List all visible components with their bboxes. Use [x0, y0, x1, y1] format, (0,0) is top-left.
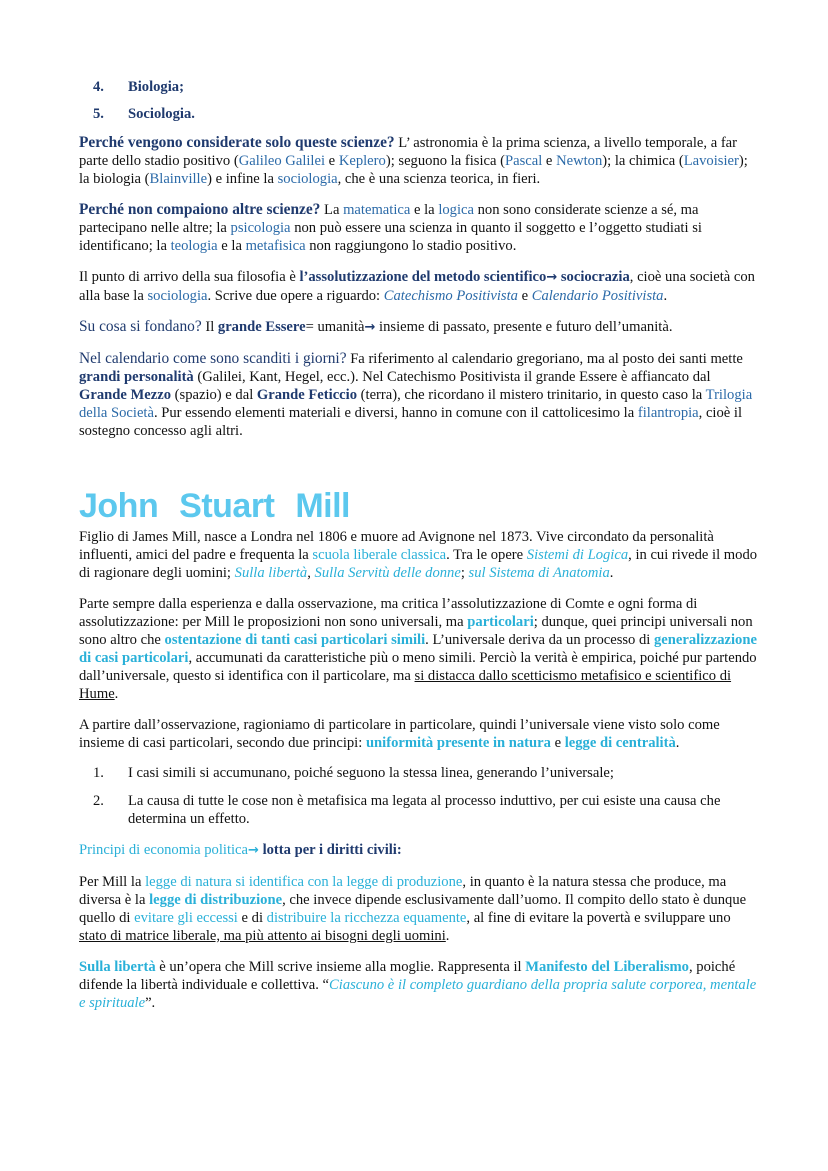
- bold-term: Grande Mezzo: [79, 387, 171, 403]
- text: e la: [410, 202, 439, 218]
- paragraph-experience: [79, 595, 759, 703]
- paragraph-calendar: [79, 350, 759, 440]
- list-number: 5.: [93, 106, 104, 122]
- question-heading: Nel calendario come sono scanditi i giorni?: [79, 350, 347, 367]
- keyword: sociologia: [277, 171, 338, 187]
- list-item: [79, 792, 759, 828]
- list-item: [79, 764, 759, 782]
- bold-term: legge di distribuzione: [149, 892, 283, 908]
- bold-term: l’assolutizzazione del metodo scientifico: [299, 269, 547, 285]
- underlined-text: stato di matrice liberale, ma più attento ai bisogni degli uomini: [79, 928, 446, 944]
- question-heading: Perché non compaiono altre scienze?: [79, 201, 321, 218]
- text: .: [445, 928, 450, 944]
- keyword: distribuire la ricchezza equamente: [266, 910, 467, 926]
- bold-term: lotta per i diritti civili:: [258, 842, 402, 858]
- text: ; dunque, quei principi universali non sono altro che: [79, 614, 753, 648]
- bold-term: ostentazione di tanti casi particolari simili: [164, 632, 426, 648]
- list-text: I casi simili si accumunano, poiché seguono la stessa linea, generando l’universale;: [128, 765, 614, 781]
- text: . Scrive due opere a riguardo:: [207, 288, 384, 304]
- list-item: [79, 105, 759, 123]
- list-number: 1.: [93, 765, 104, 781]
- paragraph-political-economy: [79, 841, 759, 860]
- paragraph-laws: [79, 873, 759, 945]
- text: ,: [307, 565, 315, 581]
- keyword: matematica: [343, 202, 411, 218]
- text: ”.: [145, 995, 156, 1011]
- text: ); seguono la fisica (: [385, 153, 505, 169]
- list-number: 4.: [93, 79, 104, 95]
- text: .: [675, 735, 680, 751]
- text: e di: [237, 910, 267, 926]
- work-title: Calendario Positivista: [531, 288, 664, 304]
- arrow-icon: →: [546, 270, 558, 285]
- text: non sono considerate scienze a sé, ma partecipano nelle altre; la: [79, 202, 699, 236]
- arrow-icon: →: [364, 320, 376, 335]
- keyword: Galileo Galilei: [238, 153, 326, 169]
- bold-term: uniformità presente in natura: [365, 735, 551, 751]
- paragraph-why-these-sciences: [79, 134, 759, 188]
- question-heading: Su cosa si fondano?: [79, 318, 202, 335]
- keyword: psicologia: [230, 220, 291, 236]
- text: Figlio di James Mill, nasce a Londra nel 1806 e muore ad Avignone nel 1873. Vive circondato da personalità influenti, amici del padre e frequenta la: [79, 529, 714, 563]
- keyword: sociologia: [147, 288, 208, 304]
- numbered-list-principles: [79, 764, 759, 828]
- text: è un’opera che Mill scrive insieme alla moglie. Rappresenta il: [155, 959, 526, 975]
- text: ); la biologia (: [79, 153, 748, 187]
- text: , cioè il sostegno concesso agli altri.: [79, 405, 743, 439]
- text: Il punto di arrivo della sua filosofia è: [79, 269, 300, 285]
- keyword: Blainville: [149, 171, 208, 187]
- text: ); la chimica (: [602, 153, 684, 169]
- text: .: [663, 288, 668, 304]
- work-title: Sulla libertà: [234, 565, 308, 581]
- paragraph-observation: [79, 716, 759, 752]
- text: . L’universale deriva da un processo di: [425, 632, 654, 648]
- text: A partire dall’osservazione, ragioniamo di particolare in particolare, quindi l’universale viene visto solo come insieme di casi particolari, secondo due principi:: [79, 717, 720, 751]
- text: insieme di passato, presente e futuro dell’umanità.: [375, 319, 673, 335]
- list-text: Biologia;: [128, 79, 184, 95]
- section-heading: John Stuart Mill: [79, 487, 350, 525]
- text: ) e infine la: [207, 171, 278, 187]
- text: , che invece dipende esclusivamente dall’uomo. Il compito dello stato è dunque quello di: [79, 892, 747, 926]
- numbered-list-sciences: [79, 78, 759, 123]
- list-number: 2.: [93, 793, 104, 809]
- work-title: Sistemi di Logica: [526, 547, 629, 563]
- list-item: [79, 78, 759, 96]
- keyword: Principi di economia politica: [79, 842, 249, 858]
- text: , al fine di evitare la povertà e sviluppare uno: [466, 910, 731, 926]
- paragraph-arrival-point: [79, 268, 759, 305]
- text: L’ astronomia è la prima scienza, a livello temporale, a far parte dello stadio positivo (: [79, 135, 738, 169]
- text: La: [320, 202, 344, 218]
- paragraph-other-sciences: [79, 201, 759, 255]
- keyword: Trilogia della Società: [79, 387, 753, 421]
- text: . Pur essendo elementi materiali e diversi, hanno in comune con il cattolicesimo la: [153, 405, 638, 421]
- text: e: [550, 735, 565, 751]
- text: (spazio) e dal: [171, 387, 257, 403]
- keyword: scuola liberale classica: [312, 547, 447, 563]
- bold-term: grande Essere: [217, 319, 306, 335]
- list-text: Sociologia.: [128, 106, 195, 122]
- text: , in quanto è la natura stessa che produce, ma diversa è la: [79, 874, 727, 908]
- paragraph-foundations: [79, 318, 759, 337]
- bold-term: legge di centralità: [564, 735, 676, 751]
- question-heading: Perché vengono considerate solo queste scienze?: [79, 134, 395, 151]
- bold-term: Sulla libertà: [79, 959, 156, 975]
- text: ;: [460, 565, 469, 581]
- text: .: [609, 565, 614, 581]
- bold-term: grandi personalità: [79, 369, 194, 385]
- bold-term: Manifesto del Liberalismo: [525, 959, 689, 975]
- keyword: legge di natura si identifica con la legge di produzione: [145, 874, 463, 890]
- text: e: [542, 153, 557, 169]
- text: . Tra le opere: [446, 547, 527, 563]
- text: = umanità: [305, 319, 365, 335]
- bold-term: generalizzazione di casi particolari: [79, 632, 757, 666]
- bold-term: particolari: [467, 614, 534, 630]
- keyword: evitare gli eccessi: [134, 910, 238, 926]
- text: non può essere una scienza in quanto il soggetto e l’oggetto studiati si identificano; la: [79, 220, 702, 254]
- text: e: [517, 288, 532, 304]
- text: Parte sempre dalla esperienza e dalla osservazione, ma critica l’assolutizzazione di Comte e ogni forma di assolutizzazione: per Mill le proposizioni non sono universali, ma: [79, 596, 698, 630]
- list-text: La causa di tutte le cose non è metafisica ma legata al processo induttivo, per cui esiste una causa che determina un effetto.: [128, 793, 721, 827]
- text: Per Mill la: [79, 874, 146, 890]
- keyword: filantropia: [637, 405, 699, 421]
- bold-term: sociocrazia: [557, 269, 630, 285]
- text: , accumunati da caratteristiche più o meno simili. Perciò la verità è empirica, poiché pur partendo dall’universale, questo si identifica con il particolare, ma: [79, 650, 757, 684]
- text: (terra), che ricordano il mistero trinitario, in questo caso la: [357, 387, 706, 403]
- keyword: logica: [438, 202, 474, 218]
- text: .: [114, 686, 119, 702]
- text: e: [325, 153, 339, 169]
- bold-term: Grande Feticcio: [256, 387, 358, 403]
- arrow-icon: →: [248, 843, 259, 858]
- text: e la: [217, 238, 246, 254]
- keyword: metafisica: [245, 238, 306, 254]
- text: , in cui rivede il modo di ragionare degli uomini;: [79, 547, 758, 581]
- underlined-text: si distacca dallo scetticismo metafisico e scientifico di Hume: [79, 668, 732, 702]
- work-title: sul Sistema di Anatomia: [468, 565, 610, 581]
- keyword: Pascal: [504, 153, 543, 169]
- document-page: [79, 78, 759, 1025]
- text: non raggiungono lo stadio positivo.: [305, 238, 517, 254]
- keyword: Newton: [556, 153, 603, 169]
- text: , cioè una società con alla base la: [79, 269, 755, 304]
- keyword: Lavoisier: [683, 153, 739, 169]
- paragraph-on-liberty: [79, 958, 759, 1012]
- keyword: Keplero: [338, 153, 386, 169]
- text: , poiché difende la libertà individuale e collettiva. “: [79, 959, 736, 993]
- text: , che è una scienza teorica, in fieri.: [337, 171, 541, 187]
- text: Fa riferimento al calendario gregoriano, ma al posto dei santi mette: [346, 351, 743, 367]
- paragraph-biography: [79, 528, 759, 582]
- keyword: teologia: [170, 238, 218, 254]
- text: (Galilei, Kant, Hegel, ecc.). Nel Catechismo Positivista il grande Essere è affiancato dal: [193, 369, 711, 385]
- work-title: Sulla Servitù delle donne: [314, 565, 461, 581]
- quote: Ciascuno è il completo guardiano della propria salute corporea, mentale e spirituale: [79, 977, 757, 1011]
- text: Il: [201, 319, 218, 335]
- work-title: Catechismo Positivista: [383, 288, 518, 304]
